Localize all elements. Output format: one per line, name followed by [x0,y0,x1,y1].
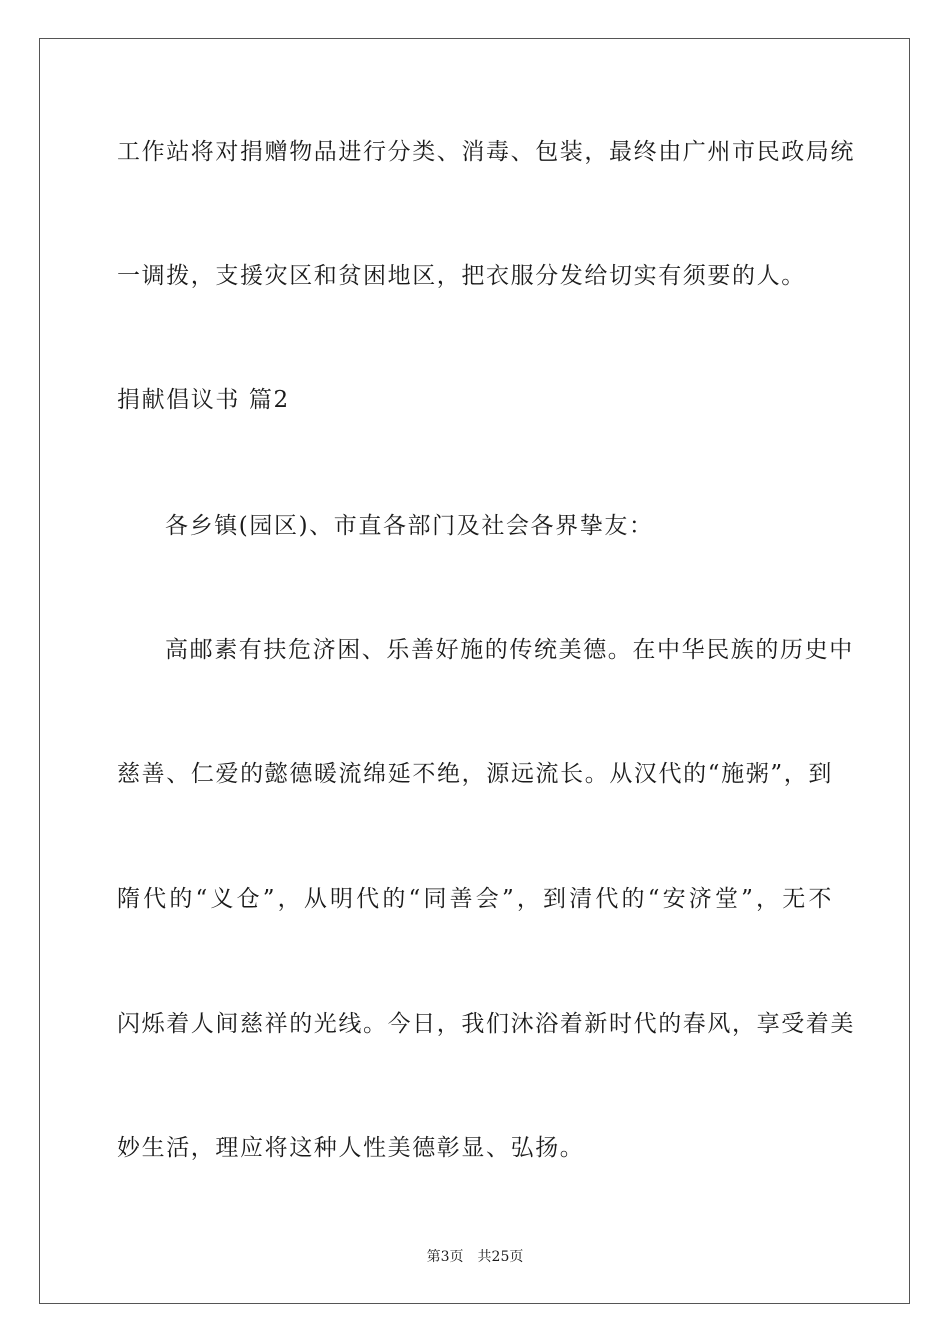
page-number: 第3页 [426,1249,464,1265]
body-line-2: 一调拨，支援灾区和贫困地区，把衣服分发给切实有须要的人。 [117,263,806,289]
body-line-7: 妙生活，理应将这种人性美德彰显、弘扬。 [117,1135,585,1161]
page-border [39,38,910,1304]
body-line-4: 慈善、仁爱的懿德暖流绵延不绝，源远流长。从汉代的“施粥”，到 [117,761,833,787]
page-footer [0,1248,950,1266]
body-line-3: 高邮素有扶危济困、乐善好施的传统美德。在中华民族的历史中 [165,637,854,663]
section-heading: 捐献倡议书 篇2 [117,387,290,413]
body-line-5: 隋代的“义仓”，从明代的“同善会”，到清代的“安济堂”，无不 [117,886,833,912]
body-line-6: 闪烁着人间慈祥的光线。今日，我们沐浴着新时代的春风，享受着美 [117,1011,855,1037]
body-line-1: 工作站将对捐赠物品进行分类、消毒、包装，最终由广州市民政局统 [117,139,855,165]
page-total: 共25页 [477,1249,524,1265]
salutation: 各乡镇(园区)、市直各部门及社会各界挚友： [165,513,654,539]
